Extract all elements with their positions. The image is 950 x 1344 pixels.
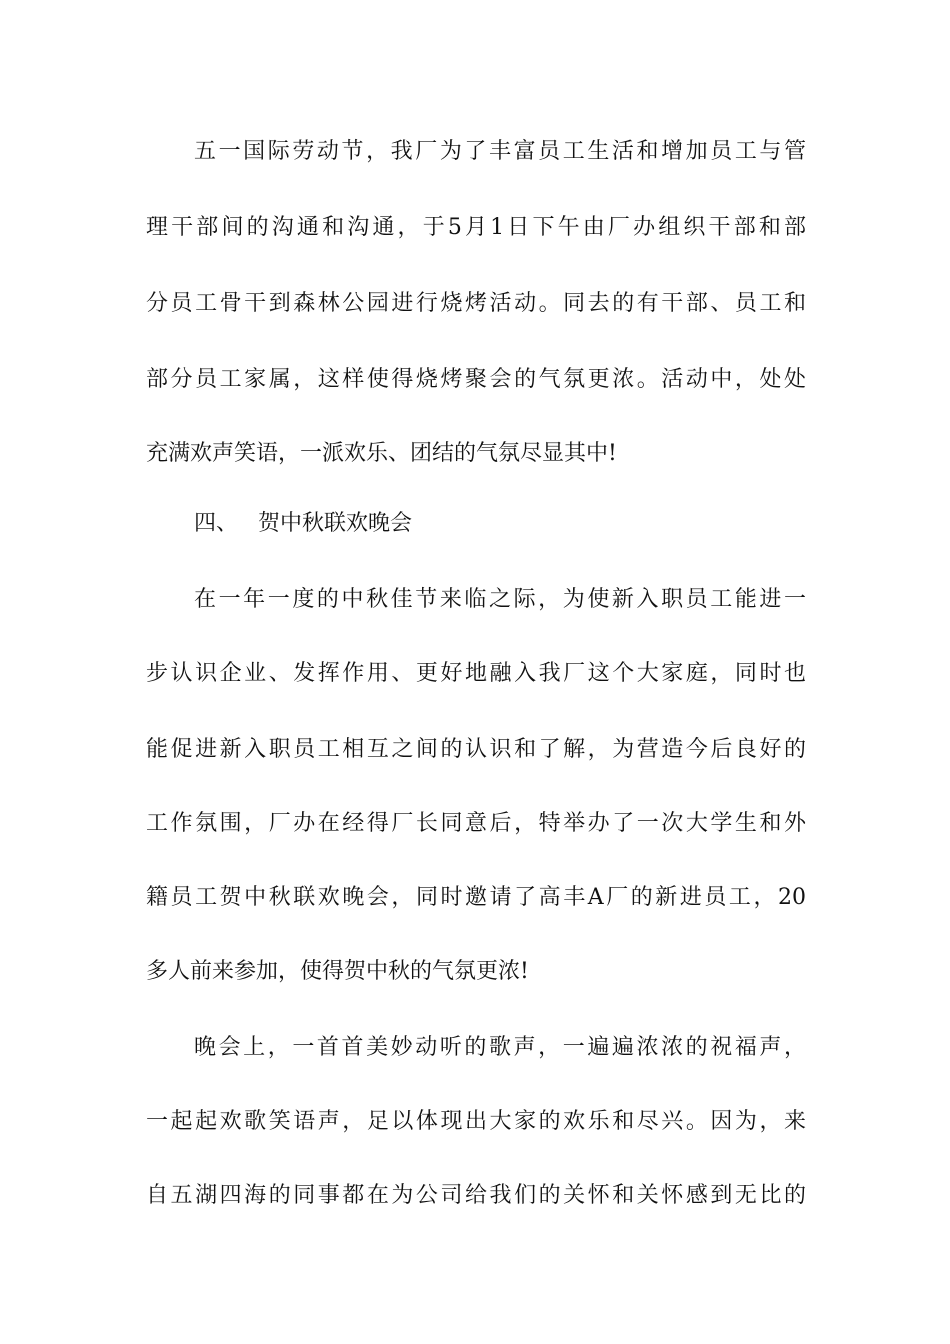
section-heading: [194, 504, 412, 544]
section-title: 贺中秋联欢晚会: [258, 511, 413, 536]
paragraph-line: 步认识企业、发挥作用、更好地融入我厂这个大家庭，同时也: [146, 661, 806, 686]
paragraph-line: 能促进新入职员工相互之间的认识和了解，为营造今后良好的: [146, 737, 806, 762]
paragraph-line: 晚会上，一首首美妙动听的歌声，一遍遍浓浓的祝福声，: [194, 1035, 806, 1060]
paragraph-line: 部分员工家属，这样使得烧烤聚会的气氛更浓。活动中，处处: [146, 367, 806, 392]
paragraph-line: 理干部间的沟通和沟通，于5月1日下午由厂办组织干部和部: [146, 215, 806, 240]
paragraph-line: 分员工骨干到森林公园进行烧烤活动。同去的有干部、员工和: [146, 291, 806, 316]
section-number: 四、: [194, 511, 239, 536]
paragraph-line: 工作氛围，厂办在经得厂长同意后，特举办了一次大学生和外: [146, 811, 806, 836]
paragraph-line: 自五湖四海的同事都在为公司给我们的关怀和关怀感到无比的: [146, 1183, 806, 1208]
paragraph-line: 在一年一度的中秋佳节来临之际，为使新入职员工能进一: [194, 587, 806, 612]
paragraph-line: 充满欢声笑语，一派欢乐、团结的气氛尽显其中!: [146, 441, 617, 466]
paragraph-line: 一起起欢歌笑语声，足以体现出大家的欢乐和尽兴。因为，来: [146, 1109, 806, 1134]
paragraph-line: 籍员工贺中秋联欢晚会，同时邀请了高丰A厂的新进员工，20: [146, 885, 806, 910]
paragraph-line: 多人前来参加，使得贺中秋的气氛更浓!: [146, 959, 529, 984]
paragraph-line: 五一国际劳动节，我厂为了丰富员工生活和增加员工与管: [194, 139, 806, 164]
